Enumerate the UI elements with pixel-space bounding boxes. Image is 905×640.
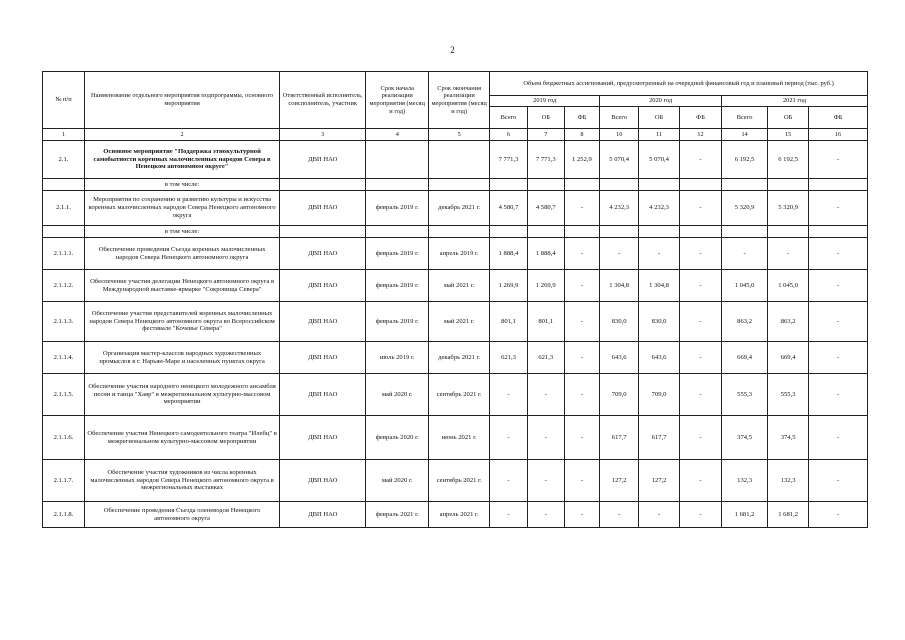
column-number: 3	[280, 129, 366, 141]
total-2020-cell: -	[600, 502, 639, 528]
fb-2020-cell: -	[680, 416, 722, 460]
empty-cell	[680, 179, 722, 191]
row-number: 2.1.1.	[43, 191, 85, 226]
end-date-cell: сентябрь 2021 г.	[429, 374, 490, 416]
ob-2021-cell: 669,4	[768, 342, 809, 374]
ob-2019-cell: 801,1	[527, 302, 564, 342]
ob-2019-cell: 7 771,3	[527, 141, 564, 179]
header-end: Срок окончания реализации мероприятия (месяц и год)	[429, 72, 490, 129]
fb-2019-cell: -	[564, 238, 600, 270]
ob-2020-cell: 643,6	[639, 342, 680, 374]
fb-2019-cell: -	[564, 502, 600, 528]
start-date-cell: февраль 2019 г.	[366, 270, 429, 302]
ob-2019-cell: 4 580,7	[527, 191, 564, 226]
table-row	[43, 238, 868, 270]
column-number: 10	[600, 129, 639, 141]
fb-2020-cell: -	[680, 374, 722, 416]
ob-2019-cell: -	[527, 374, 564, 416]
total-2021-cell: 1 681,2	[722, 502, 768, 528]
empty-cell	[680, 226, 722, 238]
end-date-cell	[429, 141, 490, 179]
header-year-2021: 2021 год	[722, 96, 868, 107]
header-year-2019: 2019 год	[490, 96, 600, 107]
ob-2019-cell: -	[527, 460, 564, 502]
end-date-cell: сентябрь 2021 г.	[429, 460, 490, 502]
row-number: 2.1.1.6.	[43, 416, 85, 460]
row-number: 2.1.1.1.	[43, 238, 85, 270]
empty-cell	[527, 179, 564, 191]
fb-2021-cell: -	[809, 270, 868, 302]
empty-cell	[809, 226, 868, 238]
fb-2020-cell: -	[680, 270, 722, 302]
end-date-cell: декабрь 2021 г.	[429, 191, 490, 226]
fb-2020-cell: -	[680, 342, 722, 374]
empty-cell	[490, 226, 528, 238]
ob-2020-cell: -	[639, 238, 680, 270]
total-2021-cell: 555,3	[722, 374, 768, 416]
total-2020-cell: 830,0	[600, 302, 639, 342]
responsible-cell: ДВП НАО	[280, 460, 366, 502]
table-row	[43, 374, 868, 416]
column-number: 4	[366, 129, 429, 141]
header-ob: ОБ	[527, 107, 564, 129]
column-number: 7	[527, 129, 564, 141]
fb-2019-cell: -	[564, 270, 600, 302]
fb-2020-cell: -	[680, 502, 722, 528]
activity-name: Основное мероприятие "Поддержка этнокультурной самобытности коренных малочисленных народов Севера в Ненецком автономном округе"	[84, 141, 279, 179]
fb-2021-cell: -	[809, 460, 868, 502]
empty-cell	[527, 226, 564, 238]
column-number: 15	[768, 129, 809, 141]
header-fb: ФБ	[564, 107, 600, 129]
ob-2021-cell: 5 320,9	[768, 191, 809, 226]
fb-2019-cell: -	[564, 460, 600, 502]
empty-cell	[564, 179, 600, 191]
total-2019-cell: -	[490, 502, 528, 528]
total-2020-cell: 5 070,4	[600, 141, 639, 179]
empty-cell	[639, 226, 680, 238]
total-2019-cell: 801,1	[490, 302, 528, 342]
fb-2021-cell: -	[809, 302, 868, 342]
activity-name: Обеспечение участия Ненецкого самодеятельного театра "Илебц" в межрегиональном культурно-массовом мероприятии	[84, 416, 279, 460]
row-number: 2.1.1.8.	[43, 502, 85, 528]
table-row	[43, 342, 868, 374]
end-date-cell: апрель 2021 г.	[429, 502, 490, 528]
total-2021-cell: 132,3	[722, 460, 768, 502]
empty-cell	[768, 226, 809, 238]
activity-name: Обеспечение проведения Съезда коренных малочисленных народов Севера Ненецкого автономного округа	[84, 238, 279, 270]
column-number: 5	[429, 129, 490, 141]
column-number: 6	[490, 129, 528, 141]
fb-2020-cell: -	[680, 238, 722, 270]
column-number-row	[43, 129, 868, 141]
responsible-cell: ДВП НАО	[280, 238, 366, 270]
ob-2021-cell: 1 045,0	[768, 270, 809, 302]
total-2021-cell: 6 192,5	[722, 141, 768, 179]
empty-cell	[280, 226, 366, 238]
empty-cell	[768, 179, 809, 191]
start-date-cell: май 2020 г.	[366, 374, 429, 416]
header-budget: Объем бюджетных ассигнований, предусмотренный на очередной финансовый год и плановый период (тыс. руб.)	[490, 72, 868, 96]
table-row	[43, 460, 868, 502]
total-2020-cell: 1 304,8	[600, 270, 639, 302]
ob-2021-cell: 863,2	[768, 302, 809, 342]
table-row	[43, 191, 868, 226]
budget-table	[42, 71, 868, 528]
fb-2021-cell: -	[809, 502, 868, 528]
responsible-cell: ДВП НАО	[280, 191, 366, 226]
responsible-cell: ДВП НАО	[280, 270, 366, 302]
ob-2020-cell: -	[639, 502, 680, 528]
responsible-cell: ДВП НАО	[280, 342, 366, 374]
fb-2020-cell: -	[680, 460, 722, 502]
ob-2019-cell: 1 269,9	[527, 270, 564, 302]
responsible-cell: ДВП НАО	[280, 302, 366, 342]
fb-2021-cell: -	[809, 416, 868, 460]
ob-2020-cell: 4 232,3	[639, 191, 680, 226]
responsible-cell: ДВП НАО	[280, 374, 366, 416]
header-year-2020: 2020 год	[600, 96, 722, 107]
table-row	[43, 302, 868, 342]
total-2019-cell: 621,3	[490, 342, 528, 374]
start-date-cell: февраль 2019 г.	[366, 302, 429, 342]
responsible-cell: ДВП НАО	[280, 502, 366, 528]
ob-2020-cell: 1 304,8	[639, 270, 680, 302]
ob-2021-cell: 1 681,2	[768, 502, 809, 528]
ob-2020-cell: 617,7	[639, 416, 680, 460]
empty-cell	[722, 179, 768, 191]
row-number: 2.1.1.3.	[43, 302, 85, 342]
activity-name: Организация мастер-классов народных художественных промыслов в г. Нарьян-Маре и населенных пунктах округа	[84, 342, 279, 374]
empty-cell	[722, 226, 768, 238]
ob-2020-cell: 709,0	[639, 374, 680, 416]
fb-2019-cell: -	[564, 416, 600, 460]
row-number: 2.1.1.2.	[43, 270, 85, 302]
total-2020-cell: 709,0	[600, 374, 639, 416]
header-ob: ОБ	[639, 107, 680, 129]
empty-cell	[639, 179, 680, 191]
empty-cell	[600, 226, 639, 238]
table-row	[43, 141, 868, 179]
total-2019-cell: 4 580,7	[490, 191, 528, 226]
total-2020-cell: 617,7	[600, 416, 639, 460]
subheading-text: в том числе:	[84, 226, 279, 238]
end-date-cell: май 2021 г.	[429, 302, 490, 342]
header-start: Срок начала реализации мероприятия (месяц и год)	[366, 72, 429, 129]
ob-2019-cell: -	[527, 416, 564, 460]
header-total: Всего	[600, 107, 639, 129]
column-number: 1	[43, 129, 85, 141]
header-fb: ФБ	[809, 107, 868, 129]
start-date-cell: февраль 2019 г.	[366, 238, 429, 270]
end-date-cell: апрель 2019 г.	[429, 238, 490, 270]
total-2019-cell: 1 269,9	[490, 270, 528, 302]
start-date-cell: май 2020 г.	[366, 460, 429, 502]
subheading-row	[43, 226, 868, 238]
fb-2021-cell: -	[809, 191, 868, 226]
ob-2021-cell: 6 192,5	[768, 141, 809, 179]
row-number: 2.1.1.7.	[43, 460, 85, 502]
empty-cell	[490, 179, 528, 191]
total-2020-cell: 127,2	[600, 460, 639, 502]
ob-2019-cell: 1 888,4	[527, 238, 564, 270]
responsible-cell: ДВП НАО	[280, 141, 366, 179]
header-num: № п/п	[43, 72, 85, 129]
subheading-text: в том числе:	[84, 179, 279, 191]
ob-2019-cell: -	[527, 502, 564, 528]
empty-cell	[809, 179, 868, 191]
empty-cell	[366, 226, 429, 238]
header-total: Всего	[722, 107, 768, 129]
total-2020-cell: 643,6	[600, 342, 639, 374]
header-name: Наименование отдельного мероприятия подпрограммы, основного мероприятия	[84, 72, 279, 129]
empty-cell	[366, 179, 429, 191]
empty-cell	[564, 226, 600, 238]
row-number: 2.1.1.5.	[43, 374, 85, 416]
total-2019-cell: -	[490, 416, 528, 460]
table-row	[43, 416, 868, 460]
fb-2019-cell: -	[564, 374, 600, 416]
subheading-row	[43, 179, 868, 191]
header-ob: ОБ	[768, 107, 809, 129]
start-date-cell: февраль 2021 г.	[366, 502, 429, 528]
column-number: 12	[680, 129, 722, 141]
total-2021-cell: 863,2	[722, 302, 768, 342]
empty-cell	[280, 179, 366, 191]
column-number: 11	[639, 129, 680, 141]
ob-2020-cell: 127,2	[639, 460, 680, 502]
page-number: 2	[450, 45, 455, 55]
activity-name: Обеспечение участия народного ненецкого молодежного ансамбля песни и танца "Хаяр" в межрегиональном культурно-массовом мероприятии	[84, 374, 279, 416]
total-2021-cell: 669,4	[722, 342, 768, 374]
ob-2021-cell: 132,3	[768, 460, 809, 502]
header-fb: ФБ	[680, 107, 722, 129]
ob-2020-cell: 830,0	[639, 302, 680, 342]
total-2021-cell: 374,5	[722, 416, 768, 460]
start-date-cell: июль 2019 г.	[366, 342, 429, 374]
total-2021-cell: 1 045,0	[722, 270, 768, 302]
table-row	[43, 270, 868, 302]
total-2021-cell: 5 320,9	[722, 191, 768, 226]
activity-name: Обеспечение участия художников из числа коренных малочисленных народов Севера Ненецкого автономного округа в межрегиональных выставках	[84, 460, 279, 502]
ob-2021-cell: 374,5	[768, 416, 809, 460]
end-date-cell: июнь 2021 г.	[429, 416, 490, 460]
row-number: 2.1.1.4.	[43, 342, 85, 374]
column-number: 8	[564, 129, 600, 141]
fb-2021-cell: -	[809, 342, 868, 374]
total-2020-cell: 4 232,3	[600, 191, 639, 226]
start-date-cell: февраль 2019 г.	[366, 191, 429, 226]
table-body	[43, 129, 868, 528]
column-number: 14	[722, 129, 768, 141]
row-number: 2.1.	[43, 141, 85, 179]
ob-2021-cell: 555,3	[768, 374, 809, 416]
column-number: 16	[809, 129, 868, 141]
activity-name: Обеспечение участия делегации Ненецкого автономного округа в Международной выставке-ярмарке "Сокровища Севера"	[84, 270, 279, 302]
total-2021-cell: -	[722, 238, 768, 270]
empty-cell	[600, 179, 639, 191]
fb-2021-cell: -	[809, 141, 868, 179]
end-date-cell: май 2021 г.	[429, 270, 490, 302]
header-total: Всего	[490, 107, 528, 129]
total-2019-cell: 1 888,4	[490, 238, 528, 270]
total-2020-cell: -	[600, 238, 639, 270]
fb-2021-cell: -	[809, 374, 868, 416]
start-date-cell: февраль 2020 г.	[366, 416, 429, 460]
fb-2020-cell: -	[680, 302, 722, 342]
empty-cell	[429, 179, 490, 191]
total-2019-cell: -	[490, 460, 528, 502]
ob-2021-cell: -	[768, 238, 809, 270]
fb-2019-cell: -	[564, 342, 600, 374]
activity-name: Обеспечение проведения Съезда оленеводов Ненецкого автономного округа	[84, 502, 279, 528]
row-num-empty	[43, 226, 85, 238]
activity-name: Мероприятия по сохранению и развитию культуры и искусства коренных малочисленных народов Севера Ненецкого автономного округа	[84, 191, 279, 226]
empty-cell	[429, 226, 490, 238]
fb-2021-cell: -	[809, 238, 868, 270]
responsible-cell: ДВП НАО	[280, 416, 366, 460]
fb-2019-cell: -	[564, 302, 600, 342]
table-row	[43, 502, 868, 528]
fb-2020-cell: -	[680, 141, 722, 179]
fb-2019-cell: 1 252,9	[564, 141, 600, 179]
activity-name: Обеспечение участия представителей коренных малочисленных народов Севера Ненецкого автономного округа во Всероссийском фестивале "Кочевье Севера"	[84, 302, 279, 342]
end-date-cell: декабрь 2021 г.	[429, 342, 490, 374]
ob-2020-cell: 5 070,4	[639, 141, 680, 179]
fb-2019-cell: -	[564, 191, 600, 226]
total-2019-cell: -	[490, 374, 528, 416]
start-date-cell	[366, 141, 429, 179]
fb-2020-cell: -	[680, 191, 722, 226]
header-responsible: Ответственный исполнитель, соисполнитель, участник	[280, 72, 366, 129]
row-num-empty	[43, 179, 85, 191]
ob-2019-cell: 621,3	[527, 342, 564, 374]
column-number: 2	[84, 129, 279, 141]
total-2019-cell: 7 771,3	[490, 141, 528, 179]
